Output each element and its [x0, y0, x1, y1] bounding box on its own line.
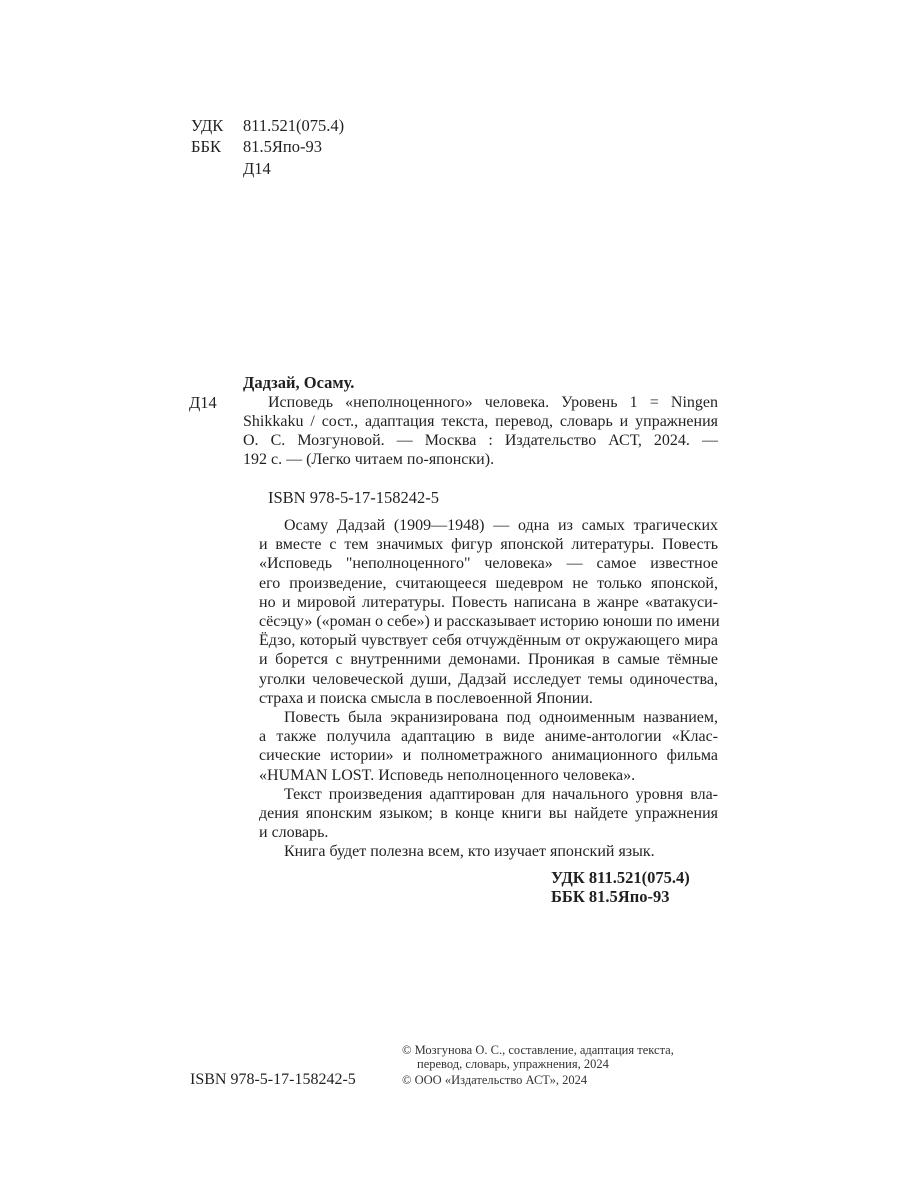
annotation-line: и борется с внутренними демонами. Проникая в самые тёмные — [259, 651, 718, 668]
annotation-line: дения японским языком; в конце книги вы найдете упражнения — [259, 805, 718, 822]
annotation-line: Повесть была экранизирована под одноименным названием, — [284, 709, 718, 726]
annotation-line: а также получила адаптацию в виде аниме-антологии «Клас- — [259, 728, 718, 745]
annotation-line: «Исповедь "неполноценного" человека» — самое известное — [259, 555, 718, 572]
isbn: ISBN 978-5-17-158242-5 — [268, 488, 439, 507]
copyright-publisher: © ООО «Издательство АСТ», 2024 — [402, 1073, 588, 1087]
author-name: Дадзай, Осаму. — [243, 373, 355, 392]
annotation-line: его произведение, считающееся шедевром не только японской, — [259, 575, 718, 592]
udk-value: 811.521(075.4) — [243, 116, 345, 135]
annotation-line: «HUMAN LOST. Исповедь неполноценного человека». — [259, 767, 636, 784]
copyright-author-cont: перевод, словарь, упражнения, 2024 — [417, 1057, 609, 1071]
bbk-value: 81.5Япо-93 — [243, 137, 322, 156]
annotation-line: Текст произведения адаптирован для начального уровня вла- — [284, 786, 718, 803]
bbk-label: ББК — [191, 137, 221, 156]
annotation-line: уголки человеческой души, Дадзай исследует темы одиночества, — [259, 671, 718, 688]
footer-isbn: ISBN 978-5-17-158242-5 — [190, 1071, 356, 1088]
annotation-udk: УДК 811.521(075.4) — [551, 868, 690, 887]
annotation-line: сические истории» и полнометражного анимационного фильма — [259, 747, 718, 764]
udk-label: УДК — [191, 116, 224, 135]
annotation-line: и словарь. — [259, 824, 329, 841]
copyright-author: © Мозгунова О. С., составление, адаптация текста, — [402, 1043, 674, 1057]
annotation-line: сёсэцу» («роман о себе») и рассказывает историю юноши по имени — [259, 613, 720, 630]
author-mark: Д14 — [243, 159, 271, 178]
annotation-line: Осаму Дадзай (1909—1948) — одна из самых трагических — [284, 517, 718, 534]
bibliographic-line: 192 с. — (Легко читаем по-японски). — [243, 451, 495, 468]
author-mark: Д14 — [189, 393, 217, 412]
annotation-line: и вместе с тем значимых фигур японской литературы. Повесть — [259, 536, 718, 553]
annotation-line: страха и поиска смысла в послевоенной Японии. — [259, 690, 593, 707]
bibliographic-line: Исповедь «неполноценного» человека. Уровень 1 = Ningen — [268, 394, 718, 411]
annotation-line: Книга будет полезна всем, кто изучает японский язык. — [284, 843, 655, 860]
annotation-line: Ёдзо, который чувствует себя отчуждённым от окружающего мира — [259, 632, 718, 649]
annotation-bbk: ББК 81.5Япо-93 — [551, 887, 670, 906]
annotation-line: но и мировой литературы. Повесть написана в жанре «ватакуси- — [259, 594, 718, 611]
bibliographic-line: Shikkaku / сост., адаптация текста, перевод, словарь и упражнения — [243, 413, 718, 430]
bibliographic-line: О. С. Мозгуновой. — Москва : Издательство АСТ, 2024. — — [243, 432, 718, 449]
